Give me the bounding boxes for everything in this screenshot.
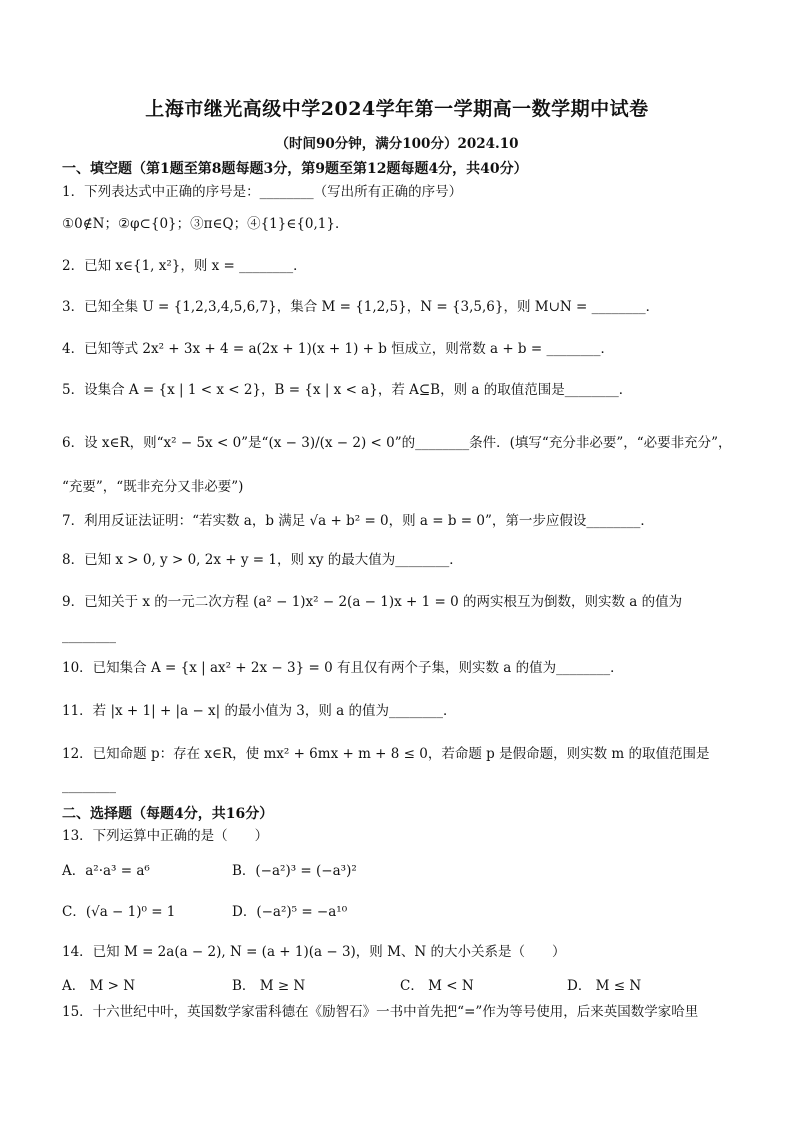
question-14-option-a: A． M > N bbox=[62, 978, 136, 994]
question-14-option-d: D． M ≤ N bbox=[567, 978, 642, 994]
question-10: 10．已知集合 A = {x | ax² + 2x − 3} = 0 有且仅有两个子集，则实数 a 的值为________． bbox=[62, 660, 624, 676]
question-12: 12．已知命题 p：存在 x∈R，使 mx² + 6mx + m + 8 ≤ 0，若命题 p 是假命题，则实数 m 的取值范围是 bbox=[62, 746, 710, 762]
question-1-statements: ①0∉N；②φ⊂{0}；③π∈Q；④{1}∈{0,1}． bbox=[62, 216, 349, 232]
question-14: 14．已知 M = 2a(a − 2), N = (a + 1)(a − 3)，则 M、N 的大小关系是（ ） bbox=[62, 944, 566, 960]
section-choice-heading: 二、选择题（每题4分，共16分） bbox=[62, 806, 274, 822]
question-15: 15．十六世纪中叶，英国数学家雷科德在《励智石》一书中首先把“=”作为等号使用，后来英国数学家哈里 bbox=[62, 1004, 699, 1020]
question-14-option-c: C． M < N bbox=[400, 978, 474, 994]
question-13-option-a: A．a²·a³ = a⁶ bbox=[62, 863, 150, 879]
question-13: 13．下列运算中正确的是（ ） bbox=[62, 828, 269, 844]
question-13-option-c: C．(√a − 1)⁰ = 1 bbox=[62, 904, 176, 920]
question-12-blank: ________ bbox=[62, 778, 116, 794]
question-8: 8．已知 x > 0, y > 0, 2x + y = 1，则 xy 的最大值为________． bbox=[62, 552, 463, 568]
section-fill-in-heading: 一、填空题（第1题至第8题每题3分，第9题至第12题每题4分，共40分） bbox=[62, 161, 528, 177]
question-2: 2．已知 x∈{1, x²}，则 x = ________． bbox=[62, 258, 307, 274]
question-14-option-b: B． M ≥ N bbox=[232, 978, 306, 994]
question-3: 3．已知全集 U = {1,2,3,4,5,6,7}，集合 M = {1,2,5}，N = {3,5,6}，则 M∪N = ________． bbox=[62, 299, 660, 315]
question-6-continued: “充要”，“既非充分又非必要”) bbox=[62, 479, 244, 495]
exam-subtitle: （时间90分钟，满分100分）2024.10 bbox=[275, 136, 519, 152]
question-5: 5．设集合 A = {x | 1 < x < 2}，B = {x | x < a}，若 A⊆B，则 a 的取值范围是________． bbox=[62, 382, 633, 398]
question-4: 4．已知等式 2x² + 3x + 4 = a(2x + 1)(x + 1) + b 恒成立，则常数 a + b = ________． bbox=[62, 341, 614, 357]
question-13-option-b: B．(−a²)³ = (−a³)² bbox=[232, 863, 357, 879]
exam-title: 上海市继光高级中学2024学年第一学期高一数学期中试卷 bbox=[145, 98, 649, 120]
question-9: 9．已知关于 x 的一元二次方程 (a² − 1)x² − 2(a − 1)x + 1 = 0 的两实根互为倒数，则实数 a 的值为 bbox=[62, 594, 683, 610]
question-7: 7．利用反证法证明：“若实数 a，b 满足 √a + b² = 0，则 a = b = 0”，第一步应假设________． bbox=[62, 513, 654, 529]
question-13-option-d: D．(−a²)⁵ = −a¹⁰ bbox=[232, 904, 348, 920]
question-6: 6．设 x∈R，则“x² − 5x < 0”是“(x − 3)/(x − 2) < 0”的________条件．(填写“充分非必要”，“必要非充分”， bbox=[62, 435, 732, 451]
question-1: 1．下列表达式中正确的序号是：________（写出所有正确的序号） bbox=[62, 184, 463, 200]
question-11: 11．若 |x + 1| + |a − x| 的最小值为 3，则 a 的值为________． bbox=[62, 703, 457, 719]
question-9-blank: ________ bbox=[62, 628, 116, 644]
